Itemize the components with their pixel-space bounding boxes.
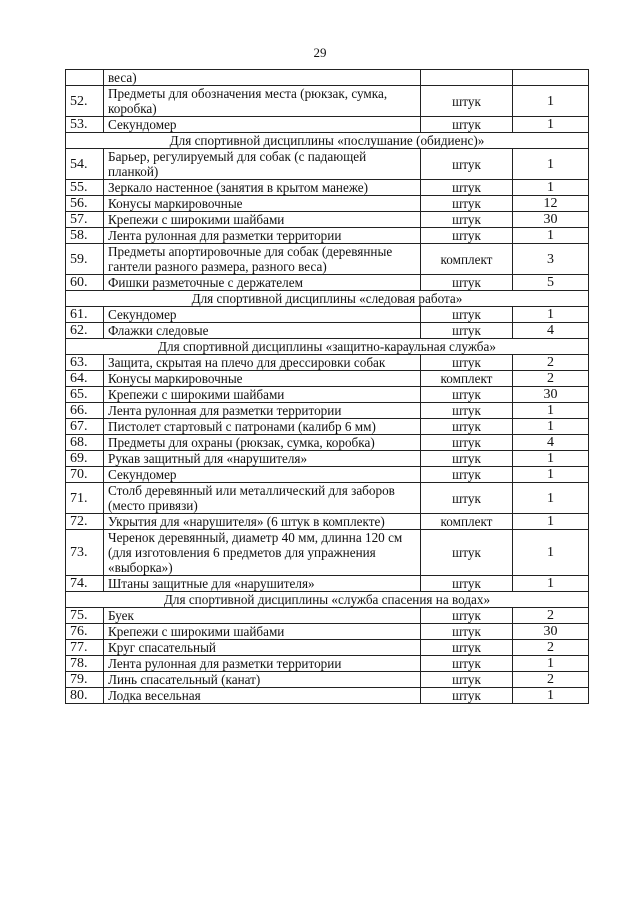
item-name: Конусы маркировочные [104,371,421,387]
table-row [66,180,589,196]
unit: штук [421,307,513,323]
unit: штук [421,149,513,180]
item-name: Рукав защитный для «нарушителя» [104,451,421,467]
quantity: 1 [513,451,589,467]
quantity: 2 [513,608,589,624]
quantity: 1 [513,117,589,133]
table-row [66,212,589,228]
unit: комплект [421,514,513,530]
item-name: Крепежи с широкими шайбами [104,387,421,403]
item-name: Флажки следовые [104,323,421,339]
quantity: 2 [513,672,589,688]
item-name: Барьер, регулируемый для собак (с падающей планкой) [104,149,421,180]
unit: штук [421,403,513,419]
unit: штук [421,86,513,117]
page-number: 29 [313,45,327,60]
table-row [66,228,589,244]
unit: штук [421,117,513,133]
unit: штук [421,688,513,704]
item-name: Лента рулонная для разметки территории [104,228,421,244]
quantity: 1 [513,86,589,117]
row-number: 53. [66,117,104,133]
quantity: 12 [513,196,589,212]
unit: штук [421,196,513,212]
table-row [66,323,589,339]
item-name: Штаны защитные для «нарушителя» [104,576,421,592]
continuation-row [66,70,589,86]
row-number: 71. [66,483,104,514]
item-name: Секундомер [104,117,421,133]
item-name: Защита, скрытая на плечо для дрессировки собак [104,355,421,371]
item-name: Секундомер [104,307,421,323]
row-number: 66. [66,403,104,419]
quantity: 4 [513,323,589,339]
row-number: 63. [66,355,104,371]
item-name: Лодка весельная [104,688,421,704]
row-number: 58. [66,228,104,244]
table-row [66,355,589,371]
quantity: 30 [513,387,589,403]
unit: штук [421,576,513,592]
table-row [66,86,589,117]
item-name: Фишки разметочные с держателем [104,275,421,291]
row-number: 65. [66,387,104,403]
table-row [66,196,589,212]
table-row [66,624,589,640]
item-name: Предметы для обозначения места (рюкзак, сумка, коробка) [104,86,421,117]
table-row [66,530,589,576]
table-row [66,451,589,467]
unit: штук [421,212,513,228]
item-name: Зеркало настенное (занятия в крытом манеже) [104,180,421,196]
item-name: Укрытия для «нарушителя» (6 штук в комплекте) [104,514,421,530]
quantity: 1 [513,530,589,576]
quantity: 2 [513,371,589,387]
equipment-table [65,69,589,704]
unit: штук [421,355,513,371]
table-row [66,307,589,323]
table-row [66,640,589,656]
quantity: 2 [513,640,589,656]
unit: штук [421,228,513,244]
unit: штук [421,624,513,640]
quantity: 4 [513,435,589,451]
quantity: 1 [513,483,589,514]
item-name: Круг спасательный [104,640,421,656]
section-header-row [66,592,589,608]
table-row [66,403,589,419]
row-number: 75. [66,608,104,624]
row-number: 60. [66,275,104,291]
item-name: веса) [104,70,421,86]
item-name: Предметы апортировочные для собак (деревянные гантели разного размера, разного веса) [104,244,421,275]
table-row [66,244,589,275]
quantity: 30 [513,212,589,228]
item-name: Крепежи с широкими шайбами [104,624,421,640]
section-title: Для спортивной дисциплины «следовая работа» [66,291,589,307]
item-name: Лента рулонная для разметки территории [104,656,421,672]
section-header-row [66,291,589,307]
section-header-row [66,339,589,355]
table-row [66,576,589,592]
unit: штук [421,640,513,656]
quantity: 1 [513,467,589,483]
item-name: Пистолет стартовый с патронами (калибр 6 мм) [104,419,421,435]
quantity: 1 [513,419,589,435]
table-row [66,483,589,514]
row-number: 55. [66,180,104,196]
quantity: 1 [513,149,589,180]
table-row [66,672,589,688]
unit: штук [421,323,513,339]
quantity: 1 [513,656,589,672]
quantity: 1 [513,576,589,592]
row-number: 69. [66,451,104,467]
row-number: 72. [66,514,104,530]
quantity: 1 [513,514,589,530]
quantity: 1 [513,688,589,704]
unit: штук [421,530,513,576]
unit: штук [421,275,513,291]
row-number: 70. [66,467,104,483]
section-title: Для спортивной дисциплины «служба спасения на водах» [66,592,589,608]
row-number: 62. [66,323,104,339]
quantity [513,70,589,86]
section-title: Для спортивной дисциплины «послушание (обидиенс)» [66,133,589,149]
row-number: 56. [66,196,104,212]
row-number: 68. [66,435,104,451]
row-number: 80. [66,688,104,704]
row-number: 78. [66,656,104,672]
unit: штук [421,419,513,435]
table-row [66,608,589,624]
row-number: 79. [66,672,104,688]
table-row [66,117,589,133]
unit: штук [421,672,513,688]
item-name: Буек [104,608,421,624]
quantity: 1 [513,403,589,419]
row-number: 67. [66,419,104,435]
unit: штук [421,467,513,483]
table-row [66,435,589,451]
item-name: Конусы маркировочные [104,196,421,212]
table-row [66,656,589,672]
item-name: Предметы для охраны (рюкзак, сумка, коробка) [104,435,421,451]
table-row [66,387,589,403]
section-title: Для спортивной дисциплины «защитно-караульная служба» [66,339,589,355]
unit: штук [421,435,513,451]
table-row [66,275,589,291]
row-number: 57. [66,212,104,228]
unit: комплект [421,371,513,387]
table-row [66,371,589,387]
row-number: 52. [66,86,104,117]
equipment-table-body [66,70,589,704]
quantity: 3 [513,244,589,275]
row-number: 61. [66,307,104,323]
row-number: 59. [66,244,104,275]
section-header-row [66,133,589,149]
row-number: 76. [66,624,104,640]
table-row [66,149,589,180]
row-number: 74. [66,576,104,592]
quantity: 1 [513,228,589,244]
item-name: Черенок деревянный, диаметр 40 мм, длинна 120 см (для изготовления 6 предметов для упражнения «выборка») [104,530,421,576]
unit: штук [421,656,513,672]
table-row [66,467,589,483]
quantity: 1 [513,307,589,323]
item-name: Секундомер [104,467,421,483]
item-name: Лента рулонная для разметки территории [104,403,421,419]
item-name: Столб деревянный или металлический для заборов (место привязи) [104,483,421,514]
item-name: Линь спасательный (канат) [104,672,421,688]
row-number: 64. [66,371,104,387]
quantity: 30 [513,624,589,640]
quantity: 2 [513,355,589,371]
unit: комплект [421,244,513,275]
row-number: 73. [66,530,104,576]
table-row [66,419,589,435]
row-number: 77. [66,640,104,656]
quantity: 1 [513,180,589,196]
unit: штук [421,387,513,403]
unit: штук [421,608,513,624]
item-name: Крепежи с широкими шайбами [104,212,421,228]
table-row [66,514,589,530]
unit: штук [421,483,513,514]
unit: штук [421,180,513,196]
unit [421,70,513,86]
quantity: 5 [513,275,589,291]
row-number: 54. [66,149,104,180]
row-number [66,70,104,86]
unit: штук [421,451,513,467]
table-row [66,688,589,704]
